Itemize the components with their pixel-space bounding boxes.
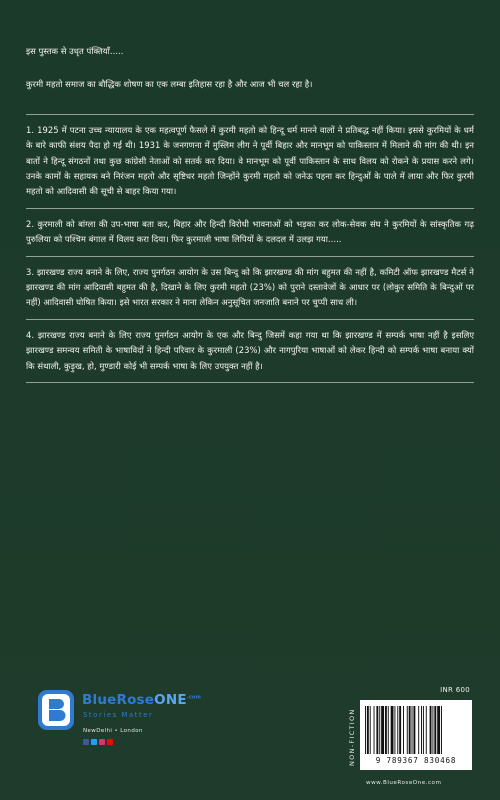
divider	[26, 114, 474, 115]
paragraph-3: 3. झारखण्ड राज्य बनाने के लिए, राज्य पुनर्गठन आयोग के उस बिन्दु को कि झारखण्ड की मांग बहुमत की नहीं है, कमिटी ऑफ झारखण्ड मैटर्स ने झारखण्ड की मांग आदिवासी बहुमत की है, दिखाने के लिए कुरमी महतो (23%) को पुराने दस्तावेजों के आधार पर (लोकुर समिति के बिन्दुओं पर नहीं) आदिवासी घोषित किया। इसे भारत सरकार ने माना लेकिन अनुसूचित जनजाति बनाने पर चुप्पी साध ली।	[26, 266, 474, 308]
bluerose-logo-icon	[36, 688, 76, 732]
publisher-logo	[36, 688, 202, 750]
genre-label: NON-FICTION	[348, 708, 356, 766]
youtube-icon	[107, 739, 113, 745]
price-label: INR 600	[440, 686, 470, 694]
divider	[26, 256, 474, 257]
divider	[26, 319, 474, 320]
publisher-tagline: Stories Matter	[83, 711, 154, 719]
excerpt-lead: कुरमी महतो समाज का बौद्धिक शोषण का एक लम्बा इतिहास रहा है और आज भी चल रहा है।	[26, 79, 313, 90]
barcode-bars	[364, 706, 468, 754]
publisher-name: BlueRoseONE$^{.com}$	[82, 692, 202, 708]
divider	[26, 208, 474, 209]
paragraph-1: 1. 1925 में पटना उच्च न्यायालय के एक महत्वपूर्ण फैसले में कुरमी महतो को हिन्दू धर्म मानने वालों ने प्रतिबद्ध नहीं किया। इससे कुरमियों के धर्म के बारे काफी संशय पैदा हो गई थी। 1931 के जनगणना में मुस्लिम लीग ने पूर्वी बिहार और मानभूम को पाकिस्तान में मिलाने की मांग की थी। इन बातों ने हिन्दू संगठनों तथा कुछ कांग्रेसी नेताओं को सतर्क कर दिया। वे मानभूम को पूर्वी पाकिस्तान के साथ विलय को रोकने के प्रयास करने लगे। उनके कामों के सहायक बने निरंजन महतो और सृष्टिधर महतो जिन्होंने कुरमी महतो को जनेऊ पहना कर हिन्दुओं के पाले में लाया और फिर कुरमी महतो को आदिवासी की सूची से बाहर किया गया।	[26, 124, 474, 197]
isbn-number: 9 789367 830468	[375, 756, 457, 765]
facebook-icon	[83, 739, 89, 745]
paragraph-4: 4. झारखण्ड राज्य बनाने के लिए राज्य पुनर्गठन आयोग के एक और बिन्दु जिसमें कहा गया था कि झारखण्ड में सम्पर्क भाषा नहीं है इसलिए झारखण्ड समन्वय समिती के भाषाविदों ने हिन्दी परिवार के कुरमाली (23%) और नागपुरिया भाषाओं को लेकर हिन्दी को सम्पर्क भाषा बनाया क्यों कि संथाली, कुड़ुख, हो, मुण्डारी कोई भी सम्पर्क भाषा के लिए उपयुक्त नहीं है।	[26, 329, 474, 371]
website-url: www.BlueRoseOne.com	[366, 780, 442, 786]
twitter-icon	[91, 739, 97, 745]
excerpt-text	[26, 44, 474, 391]
publisher-cities: NewDelhi • London	[83, 728, 143, 734]
divider	[26, 382, 474, 383]
isbn-barcode	[360, 700, 472, 770]
paragraph-2: 2. कुरमाली को बांग्ला की उप-भाषा बता कर, बिहार और हिन्दी विरोधी भावनाओं को भड़का कर लोक-सेवक संघ ने कुरमियों के सांस्कृतिक गढ़ पुरुलिया को पश्चिम बंगाल में विलय करा दिया। फिर कुरमाली भाषा लिपियों के दलदल में उलझ गया.....	[26, 218, 474, 245]
instagram-icon	[99, 739, 105, 745]
excerpt-intro: इस पुस्तक से उधृत पंक्तियाँ.....	[26, 46, 124, 56]
social-icons	[83, 739, 113, 745]
